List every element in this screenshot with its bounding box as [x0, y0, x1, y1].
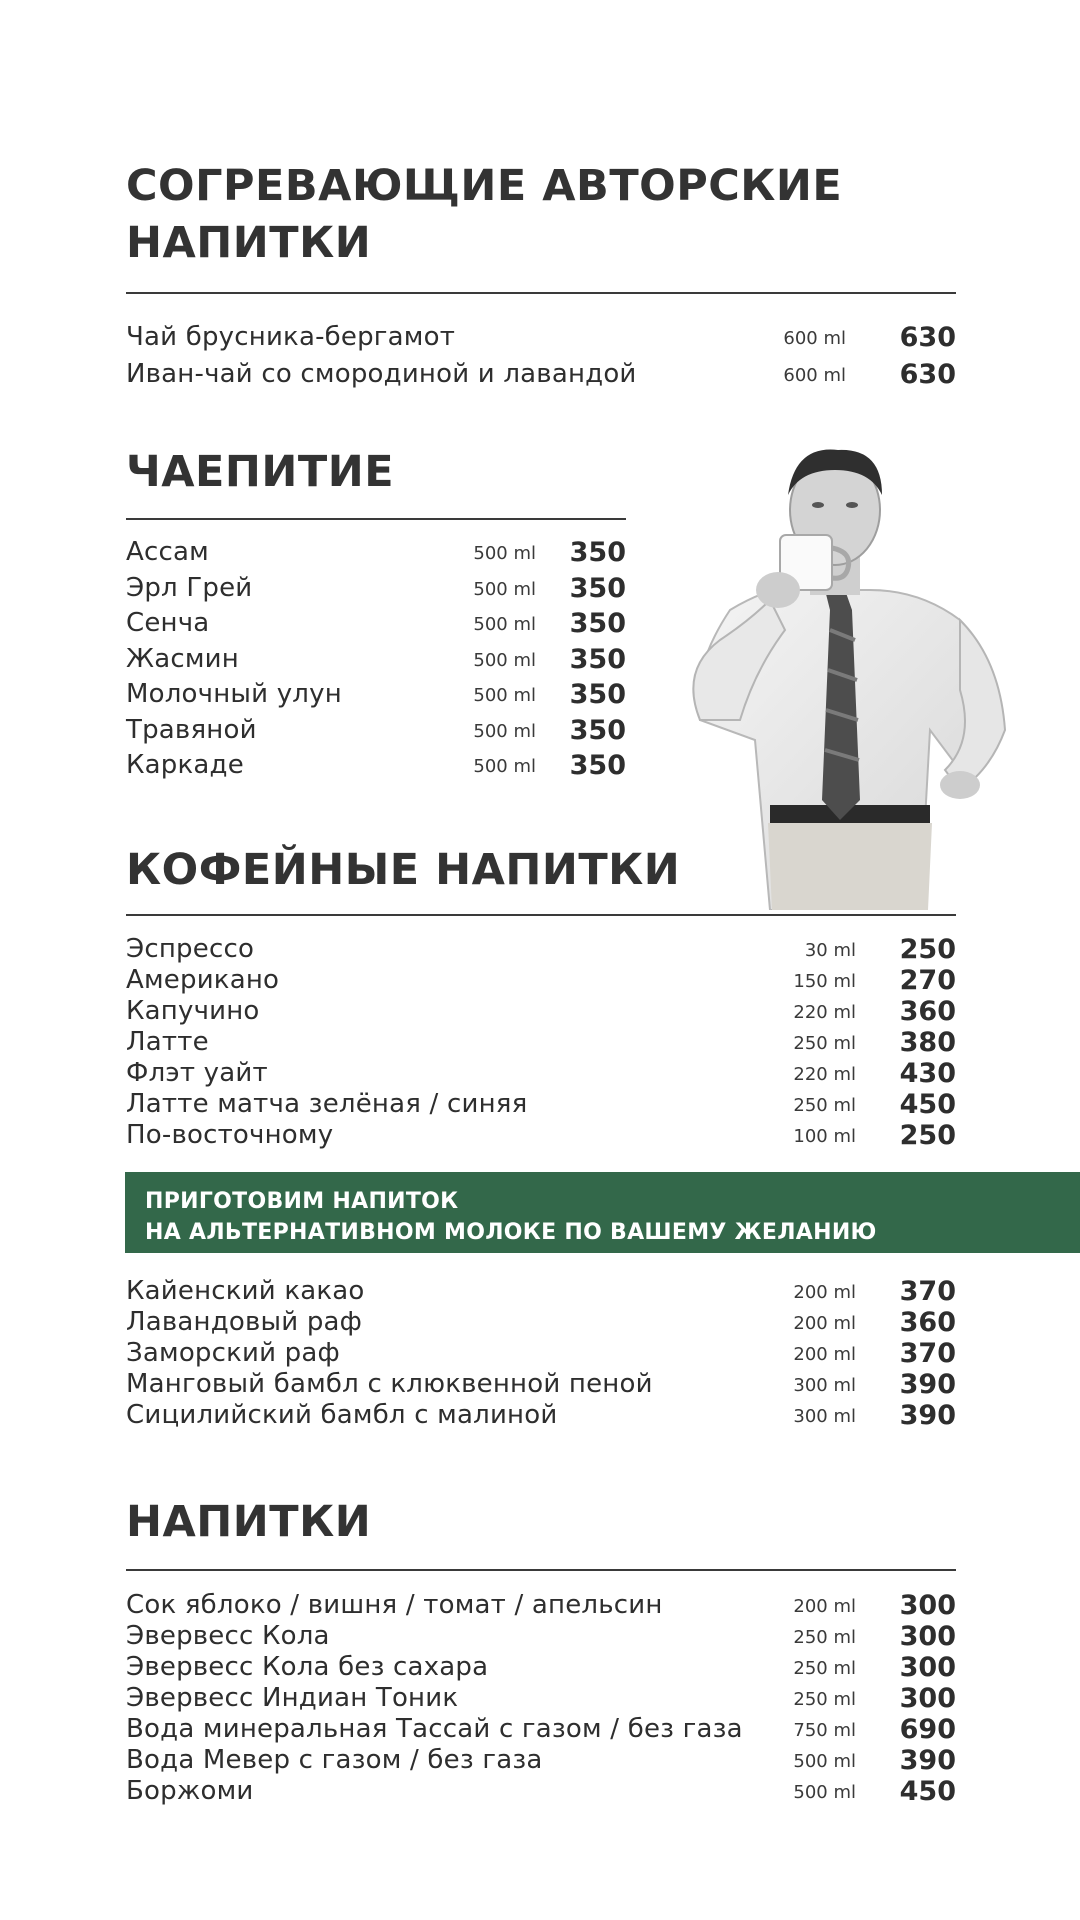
menu-item-volume: 500 ml — [473, 685, 536, 706]
menu-item-price: 630 — [899, 359, 956, 390]
menu-item-name: Заморский раф — [126, 1338, 340, 1368]
menu-item — [126, 608, 626, 639]
menu-item — [126, 1027, 956, 1058]
menu-item-volume: 500 ml — [473, 614, 536, 635]
menu-item-price: 300 — [899, 1652, 956, 1683]
menu-item-volume: 30 ml — [804, 940, 856, 961]
menu-item-volume: 220 ml — [793, 1002, 856, 1023]
section-title-coffee: КОФЕЙНЫЕ НАПИТКИ — [126, 845, 681, 895]
menu-item-name: Ассам — [126, 537, 209, 567]
menu-item-volume: 500 ml — [473, 578, 536, 600]
menu-item-name: Эспрессо — [126, 934, 255, 964]
section-title-warming: СОГРЕВАЮЩИЕ АВТОРСКИЕ НАПИТКИ — [126, 161, 843, 268]
menu-item — [126, 1714, 956, 1745]
menu-item-name: Сенча — [126, 608, 210, 638]
menu-item-price: 250 — [899, 1120, 956, 1151]
menu-item-name: Флэт уайт — [126, 1058, 268, 1088]
menu-item-name: Эвервесс Кола без сахара — [126, 1652, 489, 1682]
menu-item-name: Сицилийский бамбл с малиной — [126, 1400, 558, 1430]
menu-item — [126, 1369, 956, 1400]
menu-item-name: Чай брусника-бергамот — [126, 322, 456, 352]
menu-item — [126, 1652, 956, 1683]
menu-item — [126, 934, 956, 965]
menu-item-volume: 500 ml — [793, 1751, 856, 1772]
menu-item-volume: 200 ml — [793, 1282, 856, 1303]
section-title-drinks: НАПИТКИ — [126, 1497, 372, 1547]
menu-item — [126, 1621, 956, 1652]
menu-item-price: 300 — [899, 1590, 956, 1621]
menu-item-name: Капучино — [126, 996, 260, 1026]
menu-item — [126, 1338, 956, 1369]
menu-item-price: 350 — [569, 537, 626, 568]
menu-item-price: 350 — [569, 714, 626, 746]
menu-item-volume: 500 ml — [473, 720, 536, 742]
menu-item-volume: 200 ml — [793, 1596, 856, 1617]
section-divider — [126, 914, 956, 916]
menu-item-price: 690 — [899, 1714, 956, 1745]
menu-item-volume: 300 ml — [793, 1406, 856, 1427]
menu-item-price: 370 — [899, 1276, 956, 1307]
menu-item-name: Вода минеральная Тассай с газом / без газа — [126, 1714, 743, 1744]
menu-item-name: Манговый бамбл с клюквенной пеной — [126, 1369, 653, 1399]
menu-item-name: Иван-чай со смородиной и лавандой — [126, 359, 637, 389]
menu-item-name: Эвервесс Кола — [126, 1621, 330, 1651]
menu-item-name: По-восточному — [126, 1120, 334, 1150]
menu-item-price: 390 — [899, 1400, 956, 1431]
menu-item — [126, 1590, 956, 1621]
menu-item-volume: 500 ml — [473, 756, 536, 777]
menu-item-price: 390 — [899, 1745, 956, 1776]
menu-item-name: Травяной — [126, 714, 257, 745]
menu-item-price: 300 — [899, 1621, 956, 1652]
menu-item — [126, 750, 626, 781]
alternative-milk-banner — [125, 1172, 1080, 1253]
menu-item-price: 370 — [899, 1338, 956, 1369]
menu-item-volume: 150 ml — [793, 971, 856, 992]
menu-item — [126, 1776, 956, 1807]
menu-item — [126, 537, 626, 568]
menu-item-name: Латте — [126, 1027, 209, 1057]
menu-item-volume: 500 ml — [473, 649, 536, 671]
menu-item-name: Эвервесс Индиан Тоник — [126, 1683, 459, 1713]
menu-item — [126, 1120, 956, 1151]
menu-item-volume: 250 ml — [793, 1033, 856, 1054]
menu-item-volume: 250 ml — [793, 1689, 856, 1710]
menu-item-volume: 250 ml — [793, 1095, 856, 1116]
menu-item-price: 430 — [899, 1058, 956, 1089]
menu-item-price: 270 — [899, 965, 956, 996]
menu-item — [126, 644, 626, 675]
menu-item-price: 380 — [899, 1027, 956, 1058]
menu-item-volume: 300 ml — [793, 1375, 856, 1396]
menu-item-price: 360 — [899, 1307, 956, 1338]
menu-item-volume: 600 ml — [783, 328, 846, 349]
menu-item-volume: 250 ml — [793, 1627, 856, 1648]
menu-item — [126, 1683, 956, 1714]
menu-item — [126, 322, 956, 353]
menu-item-price: 360 — [899, 996, 956, 1027]
menu-item-volume: 750 ml — [793, 1720, 856, 1741]
menu-item-volume: 250 ml — [793, 1658, 856, 1679]
menu-item-name: Эрл Грей — [126, 572, 253, 603]
menu-item-volume: 500 ml — [793, 1782, 856, 1803]
menu-item-name: Сок яблоко / вишня / томат / апельсин — [126, 1590, 663, 1620]
menu-item-price: 450 — [899, 1089, 956, 1120]
menu-item-name: Латте матча зелёная / синяя — [126, 1089, 528, 1119]
menu-item-volume: 220 ml — [793, 1064, 856, 1085]
menu-item-name: Боржоми — [126, 1776, 254, 1806]
man-drinking-coffee-photo — [660, 440, 1020, 910]
menu-item-name: Каркаде — [126, 750, 244, 780]
menu-item-name: Кайенский какао — [126, 1276, 365, 1306]
menu-item-volume: 200 ml — [793, 1344, 856, 1365]
menu-item-volume: 600 ml — [783, 365, 846, 386]
menu-item-price: 390 — [899, 1369, 956, 1400]
menu-item-name: Жасмин — [126, 643, 239, 674]
menu-item — [126, 359, 956, 390]
menu-item-price: 350 — [569, 750, 626, 781]
menu-item-volume: 500 ml — [473, 543, 536, 564]
menu-item — [126, 1276, 956, 1307]
menu-item-price: 300 — [899, 1683, 956, 1714]
menu-item-price: 350 — [569, 608, 626, 639]
menu-item-price: 350 — [569, 572, 626, 604]
menu-item-name: Вода Мевер с газом / без газа — [126, 1745, 543, 1775]
menu-item-volume: 100 ml — [793, 1126, 856, 1147]
menu-item-name: Молочный улун — [126, 679, 342, 709]
menu-item — [126, 573, 626, 604]
banner-line-2: НА АЛЬТЕРНАТИВНОМ МОЛОКЕ ПО ВАШЕМУ ЖЕЛАНИЮ — [145, 1220, 877, 1245]
menu-item — [126, 679, 626, 710]
menu-item — [126, 996, 956, 1027]
section-divider — [126, 1569, 956, 1571]
menu-item-price: 250 — [899, 934, 956, 965]
menu-item-price: 630 — [899, 322, 956, 353]
menu-item — [126, 715, 626, 746]
menu-item-name: Американо — [126, 965, 280, 995]
section-title-tea: ЧАЕПИТИЕ — [126, 447, 395, 497]
section-divider — [126, 518, 626, 520]
menu-item — [126, 965, 956, 996]
menu-item-price: 450 — [899, 1776, 956, 1807]
menu-item-volume: 200 ml — [793, 1313, 856, 1334]
section-divider — [126, 292, 956, 294]
menu-item — [126, 1745, 956, 1776]
menu-item — [126, 1307, 956, 1338]
menu-item-price: 350 — [569, 643, 626, 675]
menu-item — [126, 1089, 956, 1120]
menu-item-price: 350 — [569, 679, 626, 710]
banner-line-1: ПРИГОТОВИМ НАПИТОК — [145, 1189, 459, 1214]
menu-item — [126, 1400, 956, 1431]
menu-item — [126, 1058, 956, 1089]
menu-item-name: Лавандовый раф — [126, 1307, 363, 1337]
